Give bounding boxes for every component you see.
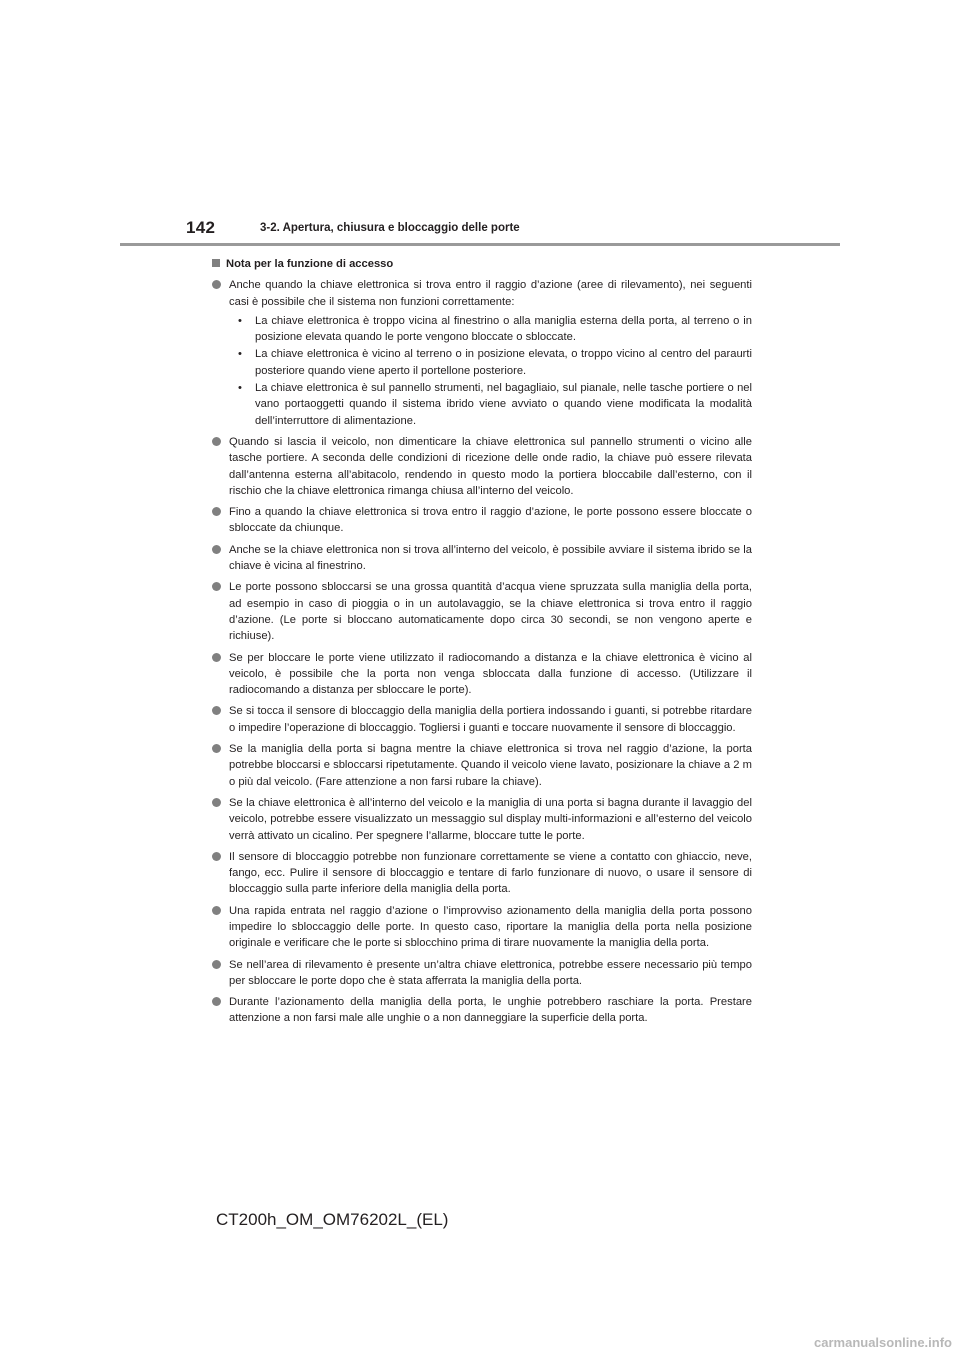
note-item bbox=[212, 703, 752, 736]
circle-bullet-icon bbox=[212, 798, 221, 807]
sub-list-item bbox=[229, 380, 752, 429]
note-item bbox=[212, 579, 752, 644]
circle-bullet-icon bbox=[212, 507, 221, 516]
circle-bullet-icon bbox=[212, 437, 221, 446]
circle-bullet-icon bbox=[212, 653, 221, 662]
note-item bbox=[212, 849, 752, 898]
note-text: Le porte possono sbloccarsi se una grossa quantità d’acqua viene spruzzata sulla maniglia della porta, ad esempio in caso di pioggia o in un autolavaggio, se la chiave elettronica si trova entro il raggio d’azione. (Le porte si bloccano automaticamente dopo circa 30 secondi, se non vengono aperte e richiuse). bbox=[229, 581, 752, 643]
sub-list-item bbox=[229, 346, 752, 379]
note-text: Anche se la chiave elettronica non si trova all’interno del veicolo, è possibile avviare il sistema ibrido se la chiave è vicina al finestrino. bbox=[229, 543, 752, 573]
header-divider bbox=[120, 243, 840, 246]
note-text: Una rapida entrata nel raggio d’azione o l’improvviso azionamento della maniglia della porta possono impedire lo sbloccaggio delle porte. In questo caso, riportare la maniglia della porta nella posizione originale e verificare che le porte si sblocchino prima di tirare nuovamente la maniglia della porta. bbox=[229, 904, 752, 950]
note-text: Quando si lascia il veicolo, non dimenticare la chiave elettronica sul pannello strumenti o vicino alle tasche portiere. A seconda delle condizioni di ricezione delle onde radio, la chiave può essere rilevata dall’antenna esterna all’abitacolo, rendendo in questo modo la portiera bloccabile dall’esterno, con il rischio che la chiave elettronica rimanga chiusa all’interno del veicolo. bbox=[229, 435, 752, 497]
note-item bbox=[212, 957, 752, 990]
dot-bullet-icon: • bbox=[238, 348, 242, 361]
page-number: 142 bbox=[186, 218, 216, 237]
note-item bbox=[212, 542, 752, 575]
document-code: CT200h_OM_OM76202L_(EL) bbox=[216, 1210, 449, 1229]
circle-bullet-icon bbox=[212, 906, 221, 915]
note-text: Durante l’azionamento della maniglia della porta, le unghie potrebbero raschiare la porta. Prestare attenzione a non farsi male alle unghie o a non danneggiare la superficie della porta. bbox=[229, 996, 752, 1025]
circle-bullet-icon bbox=[212, 545, 221, 554]
note-text: Fino a quando la chiave elettronica si trova entro il raggio d’azione, le porte possono essere bloccate o sbloccate da chiunque. bbox=[229, 506, 752, 535]
note-item bbox=[212, 650, 752, 699]
sub-item-text: La chiave elettronica è troppo vicina al finestrino o alla maniglia esterna della porta, al terreno o in posizione elevata quando le porte vengono bloccate o sbloccate. bbox=[255, 314, 752, 344]
note-item bbox=[212, 994, 752, 1027]
circle-bullet-icon bbox=[212, 280, 221, 289]
content-body bbox=[212, 256, 752, 1032]
note-item bbox=[212, 277, 752, 429]
dot-bullet-icon: • bbox=[238, 382, 242, 395]
watermark: carmanualsonline.info bbox=[814, 1335, 952, 1350]
note-text: Se per bloccare le porte viene utilizzato il radiocomando a distanza e la chiave elettronica è vicino al veicolo, è possibile che la porta non venga sbloccata dalla funzione di accesso. (Utilizzare il radiocomando a distanza per sbloccare le porte). bbox=[229, 651, 752, 697]
circle-bullet-icon bbox=[212, 852, 221, 861]
square-bullet-icon bbox=[212, 259, 220, 267]
note-text: Se nell’area di rilevamento è presente un’altra chiave elettronica, potrebbe essere necessario più tempo per sbloccare le porte dopo che è stata afferrata la maniglia della porta. bbox=[229, 958, 752, 987]
note-item bbox=[212, 741, 752, 790]
dot-bullet-icon: • bbox=[238, 314, 242, 327]
note-item bbox=[212, 504, 752, 537]
note-text: Anche quando la chiave elettronica si trova entro il raggio d’azione (aree di rilevamento), nei seguenti casi è possibile che il sistema non funzioni correttamente: bbox=[229, 279, 752, 308]
sub-item-text: La chiave elettronica è vicino al terreno o in posizione elevata, o troppo vicino al centro del paraurti posteriore quando viene aperto il portellone posteriore. bbox=[255, 348, 752, 377]
sub-list bbox=[229, 313, 752, 429]
note-item bbox=[212, 795, 752, 844]
circle-bullet-icon bbox=[212, 997, 221, 1006]
subsection-heading bbox=[212, 256, 752, 272]
circle-bullet-icon bbox=[212, 582, 221, 591]
sub-item-text: La chiave elettronica è sul pannello strumenti, nel bagagliaio, sul pianale, nelle tasche portiere o nel vano portaoggetti quando il sistema ibrido viene avviato o quando viene modificata la modalità dell’interruttore di alimentazione. bbox=[255, 382, 752, 427]
circle-bullet-icon bbox=[212, 706, 221, 715]
circle-bullet-icon bbox=[212, 744, 221, 753]
note-text: Se si tocca il sensore di bloccaggio della maniglia della portiera indossando i guanti, si potrebbe ritardare o impedire l’operazione di bloccaggio. Togliersi i guanti e toccare nuovamente il sensore di bloccaggio. bbox=[229, 705, 752, 734]
note-text: Se la chiave elettronica è all’interno del veicolo e la maniglia di una porta si bagna durante il lavaggio del veicolo, potrebbe essere visualizzato un messaggio sul display multi-informazioni e all’esterno del veicolo verrà attivato un cicalino. Per spegnere l’allarme, bloccare tutte le porte. bbox=[229, 796, 752, 842]
note-item bbox=[212, 903, 752, 952]
note-text: Il sensore di bloccaggio potrebbe non funzionare correttamente se viene a contatto con ghiaccio, neve, fango, ecc. Pulire il sensore di bloccaggio e tentare di farlo funzionare di nuovo, o usare il sensore di bloccaggio sulla parte inferiore della maniglia della porta. bbox=[229, 850, 752, 896]
sub-list-item bbox=[229, 313, 752, 346]
note-item bbox=[212, 434, 752, 499]
section-title: 3-2. Apertura, chiusura e bloccaggio delle porte bbox=[260, 222, 520, 234]
note-text: Se la maniglia della porta si bagna mentre la chiave elettronica si trova nel raggio d’azione, la porta potrebbe bloccarsi e sbloccarsi ripetutamente. Quando il veicolo viene lavato, posizionare la chiave a 2 m o più dal veicolo. (Fare attenzione a non farsi rubare la chiave). bbox=[229, 743, 752, 788]
circle-bullet-icon bbox=[212, 960, 221, 969]
subsection-title: Nota per la funzione di accesso bbox=[226, 258, 394, 270]
